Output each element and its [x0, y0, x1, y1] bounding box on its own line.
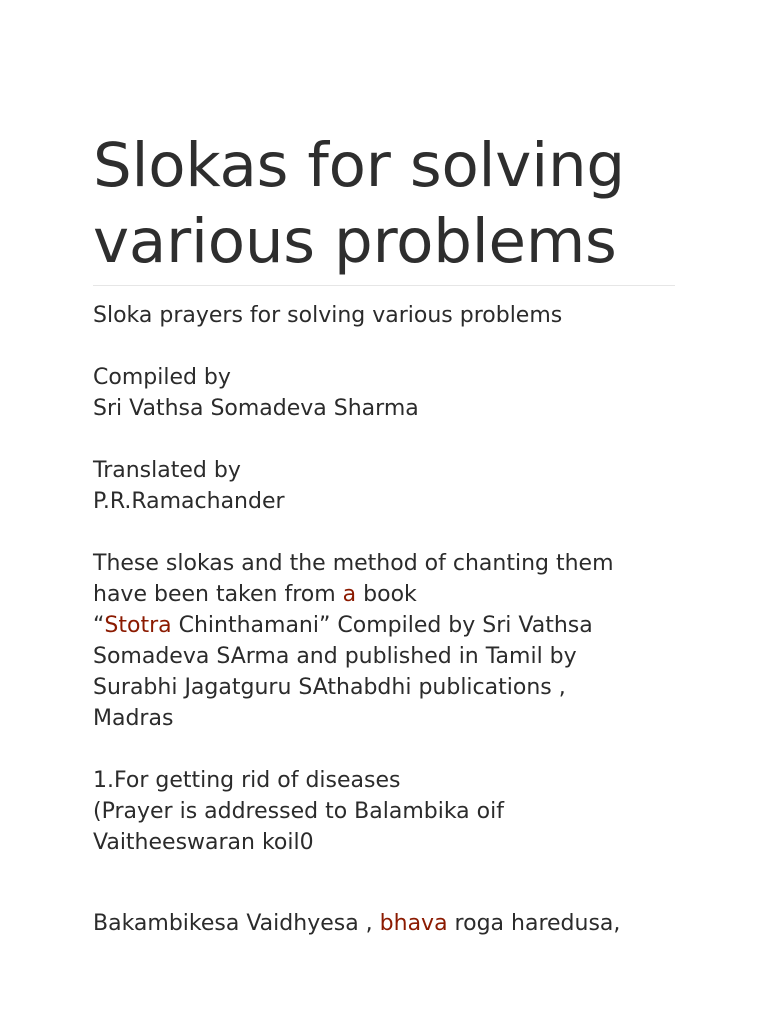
compiled-name: Sri Vathsa Somadeva Sharma [93, 396, 419, 421]
page-title [93, 128, 675, 280]
compiled-label: Compiled by [93, 365, 231, 390]
intro-paragraph [93, 548, 675, 734]
intro-line: Madras [93, 706, 174, 731]
section-note: (Prayer is addressed to Balambika oif [93, 799, 504, 824]
subtitle: Sloka prayers for solving various problems [93, 303, 563, 328]
intro-line: Surabhi Jagatguru SAthabdhi publications , [93, 675, 566, 700]
document-page [93, 128, 675, 939]
translated-label: Translated by [93, 458, 241, 483]
section-heading: 1.For getting rid of diseases [93, 768, 401, 793]
verse-line: Bakambikesa Vaidhyesa , bhava roga haredusa, [93, 911, 621, 936]
link-bhava[interactable]: bhava [379, 911, 448, 936]
link-stotra[interactable]: Stotra [104, 613, 172, 638]
translated-name: P.R.Ramachander [93, 489, 285, 514]
intro-line: “Stotra Chinthamani” Compiled by Sri Vathsa [93, 613, 593, 638]
link-a[interactable]: a [342, 582, 357, 607]
intro-line: have been taken from a book [93, 582, 417, 607]
section-1 [93, 765, 675, 858]
title-line-1: Slokas for solving [93, 130, 625, 201]
intro-line: Somadeva SArma and published in Tamil by [93, 644, 577, 669]
section-note: Vaitheeswaran koil0 [93, 830, 314, 855]
intro-line: These slokas and the method of chanting them [93, 551, 614, 576]
title-line-2: various problems [93, 206, 617, 277]
title-divider [93, 285, 675, 286]
